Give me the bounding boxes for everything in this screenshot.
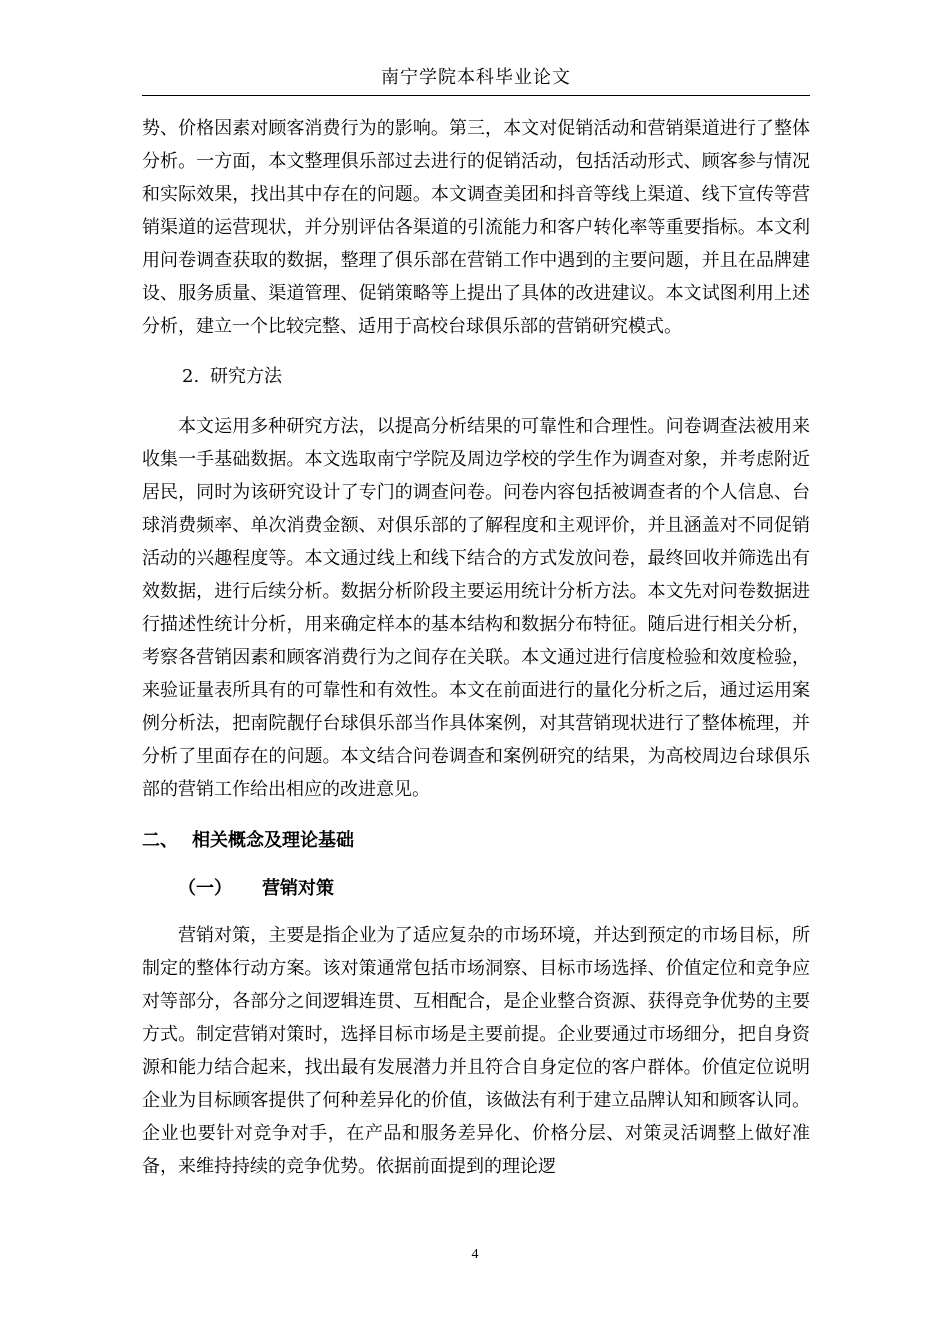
section-number: 二、 xyxy=(142,830,178,851)
header-rule xyxy=(142,95,810,96)
subsection-heading xyxy=(142,872,810,905)
paragraph-marketing-strategy: 营销对策，主要是指企业为了适应复杂的市场环境，并达到预定的市场目标，所制定的整体行动方案。该对策通常包括市场洞察、目标市场选择、价值定位和竞争应对等部分，各部分之间逻辑连贯、互相配合，是企业整合资源、获得竞争优势的主要方式。制定营销对策时，选择目标市场是主要前提。企业要通过市场细分，把自身资源和能力结合起来，找出最有发展潜力并且符合自身定位的客户群体。价值定位说明企业为目标顾客提供了何种差异化的价值，该做法有利于建立品牌认知和顾客认同。企业也要针对竞争对手，在产品和服务差异化、价格分层、对策灵活调整上做好准备，来维持持续的竞争优势。依据前面提到的理论逻 xyxy=(142,925,810,1177)
section-heading xyxy=(142,824,810,857)
subsection-title: 营销对策 xyxy=(262,878,334,899)
page-body xyxy=(142,112,810,1183)
subsection-number: （一） xyxy=(178,878,232,899)
heading-number: 2. xyxy=(182,366,200,387)
heading-research-method xyxy=(142,360,810,393)
paragraph-continuation: 势、价格因素对顾客消费行为的影响。第三，本文对促销活动和营销渠道进行了整体分析。一方面，本文整理俱乐部过去进行的促销活动，包括活动形式、顾客参与情况和实际效果，找出其中存在的问题。本文调查美团和抖音等线上渠道、线下宣传等营销渠道的运营现状，并分别评估各渠道的引流能力和客户转化率等重要指标。本文利用问卷调查获取的数据，整理了俱乐部在营销工作中遇到的主要问题，并且在品牌建设、服务质量、渠道管理、促销策略等上提出了具体的改进建议。本文试图利用上述分析，建立一个比较完整、适用于高校台球俱乐部的营销研究模式。 xyxy=(142,118,810,337)
running-header: 南宁学院本科毕业论文 xyxy=(381,67,571,88)
paragraph-research-method: 本文运用多种研究方法，以提高分析结果的可靠性和合理性。问卷调查法被用来收集一手基础数据。本文选取南宁学院及周边学校的学生作为调查对象，并考虑附近居民，同时为该研究设计了专门的调查问卷。问卷内容包括被调查者的个人信息、台球消费频率、单次消费金额、对俱乐部的了解程度和主观评价，并且涵盖对不同促销活动的兴趣程度等。本文通过线上和线下结合的方式发放问卷，最终回收并筛选出有效数据，进行后续分析。数据分析阶段主要运用统计分析方法。本文先对问卷数据进行描述性统计分析，用来确定样本的基本结构和数据分布特征。随后进行相关分析，考察各营销因素和顾客消费行为之间存在关联。本文通过进行信度检验和效度检验，来验证量表所具有的可靠性和有效性。本文在前面进行的量化分析之后，通过运用案例分析法，把南院靓仔台球俱乐部当作具体案例，对其营销现状进行了整体梳理，并分析了里面存在的问题。本文结合问卷调查和案例研究的结果，为高校周边台球俱乐部的营销工作给出相应的改进意见。 xyxy=(142,416,810,800)
heading-title: 研究方法 xyxy=(210,366,282,387)
page-number: 4 xyxy=(471,1247,479,1262)
section-title: 相关概念及理论基础 xyxy=(192,830,354,851)
